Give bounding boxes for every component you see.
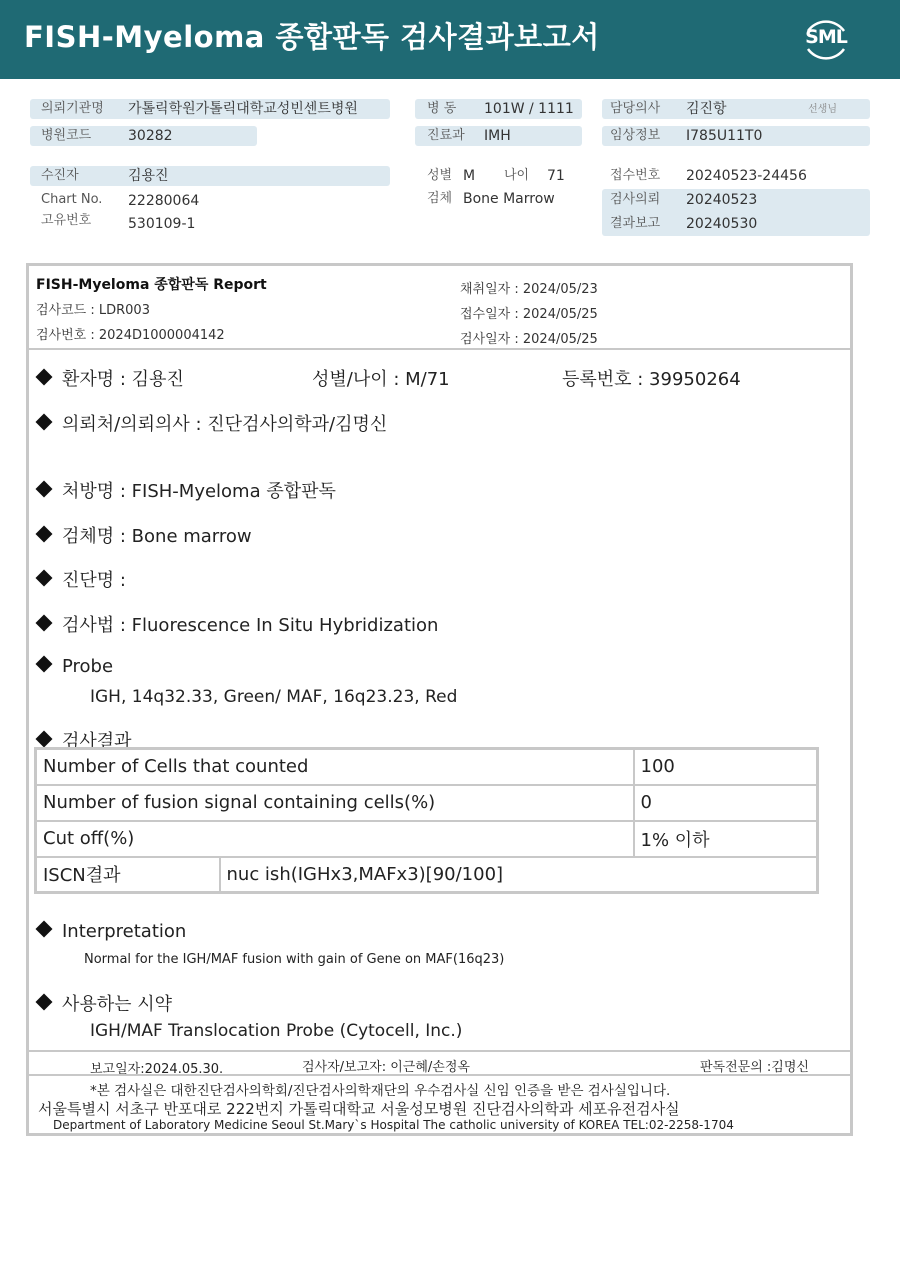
table-row (36, 785, 818, 821)
diagnosis-line: 진단명 : (38, 566, 126, 592)
chart-label: Chart No. (41, 192, 103, 207)
receive-date: 접수일자 : 2024/05/25 (460, 307, 598, 322)
request-value: 20240523 (686, 192, 758, 208)
result-label: Cut off(%) (36, 821, 634, 857)
patient-name-line: 환자명 : 김용진 (38, 365, 184, 391)
bullet-icon (36, 615, 53, 632)
dept-label: 진료과 (427, 128, 465, 143)
sml-logo (800, 13, 852, 65)
specimen-label: 검체 (427, 191, 453, 206)
bullet-icon (36, 731, 53, 748)
address-en: Department of Laboratory Medicine Seoul St.Mary`s Hospital The catholic university of KOREA TEL:02-2258-1704 (53, 1118, 734, 1132)
specimen-value: Bone Marrow (463, 191, 555, 207)
bullet-icon (36, 414, 53, 431)
result-value: 0 (634, 785, 818, 821)
table-row (36, 821, 818, 857)
sex-label: 성별 (427, 168, 453, 183)
bullet-icon (36, 656, 53, 673)
logo-text: SML (805, 26, 847, 48)
iscn-label: ISCN결과 (36, 857, 220, 893)
receipt-label: 접수번호 (610, 168, 661, 183)
report-value: 20240530 (686, 216, 758, 232)
bullet-icon (36, 570, 53, 587)
method-line: 검사법 : Fluorescence In Situ Hybridization (38, 611, 438, 637)
report-title: FISH-Myeloma 종합판독 Report (36, 277, 267, 293)
sex-value: M (463, 168, 476, 184)
result-value: 1% 이하 (634, 821, 818, 857)
page-title: FISH-Myeloma 종합판독 검사결과보고서 (24, 20, 600, 54)
ward-label: 병 동 (427, 101, 457, 116)
header-bar (0, 0, 900, 79)
test-date: 검사일자 : 2024/05/25 (460, 332, 598, 347)
sex-age-line: 성별/나이 : M/71 (312, 369, 450, 390)
clinical-label: 임상정보 (610, 128, 661, 143)
report-box (26, 263, 853, 1136)
bullet-icon (36, 994, 53, 1011)
address-kr: 서울특별시 서초구 반포대로 222번지 가톨릭대학교 서울성모병원 진단검사의학과 세포유전검사실 (38, 1100, 680, 1118)
interp-heading: Interpretation (38, 921, 186, 942)
test-code: 검사코드 : LDR003 (36, 303, 150, 318)
age-label: 나이 (504, 168, 530, 183)
examiner: 검사자/보고자: 이근혜/손정옥 (302, 1060, 470, 1075)
table-row (36, 857, 818, 893)
report-date: 보고일자:2024.05.30. (90, 1062, 224, 1077)
result-label: Number of fusion signal containing cells(%) (36, 785, 634, 821)
doctor-label: 담당의사 (610, 101, 661, 116)
requester-line: 의뢰처/의뢰의사 : 진단검사의학과/김명신 (38, 410, 387, 436)
iscn-value: nuc ish(IGHx3,MAFx3)[90/100] (220, 857, 818, 893)
hospital-code-label: 병원코드 (41, 128, 92, 143)
reg-no-line: 등록번호 : 39950264 (562, 369, 741, 390)
bullet-icon (36, 526, 53, 543)
ward-value: 101W / 1111 (484, 101, 574, 117)
bullet-icon (36, 921, 53, 938)
result-heading: 검사결과 (38, 727, 132, 753)
result-value: 100 (634, 749, 818, 785)
report-label: 결과보고 (610, 216, 661, 231)
unique-label: 고유번호 (41, 213, 92, 228)
hospital-label: 의뢰기관명 (41, 101, 104, 116)
hospital-code-value: 30282 (128, 128, 173, 144)
patient-value: 김용진 (128, 168, 169, 184)
chart-value: 22280064 (128, 193, 200, 209)
prescription-line: 처방명 : FISH-Myeloma 종합판독 (38, 477, 336, 503)
unique-value: 530109-1 (128, 216, 196, 232)
clinical-value: I785U11T0 (686, 128, 763, 144)
test-number: 검사번호 : 2024D1000004142 (36, 328, 225, 343)
collect-date: 채취일자 : 2024/05/23 (460, 282, 598, 297)
result-table (34, 747, 819, 894)
specimen-line: 검체명 : Bone marrow (38, 522, 252, 548)
patient-label: 수진자 (41, 168, 79, 183)
probe-heading: Probe (38, 656, 113, 677)
request-label: 검사의뢰 (610, 192, 661, 207)
bullet-icon (36, 369, 53, 386)
footer-divider (29, 1050, 850, 1052)
interp-text: Normal for the IGH/MAF fusion with gain of Gene on MAF(16q23) (84, 952, 505, 967)
doctor-value: 김진항 (686, 101, 727, 117)
bullet-icon (36, 481, 53, 498)
result-label: Number of Cells that counted (36, 749, 634, 785)
doctor-suffix: 선생님 (808, 104, 837, 115)
table-row (36, 749, 818, 785)
hospital-value: 가톨릭학원가톨릭대학교성빈센트병원 (128, 101, 358, 117)
footer-divider (29, 1074, 850, 1076)
cert-text: *본 검사실은 대한진단검사의학회/진단검사의학재단의 우수검사실 신임 인증을 받은 검사실입니다. (90, 1083, 671, 1099)
reagent-text: IGH/MAF Translocation Probe (Cytocell, Inc.) (90, 1021, 463, 1041)
dept-value: IMH (484, 128, 511, 144)
receipt-value: 20240523-24456 (686, 168, 807, 184)
specialist: 판독전문의 :김명신 (700, 1060, 809, 1075)
age-value: 71 (547, 168, 565, 184)
probe-text: IGH, 14q32.33, Green/ MAF, 16q23.23, Red (90, 687, 458, 707)
patient-row-bg (30, 166, 390, 186)
report-header (29, 266, 850, 350)
reagent-heading: 사용하는 시약 (38, 990, 172, 1016)
